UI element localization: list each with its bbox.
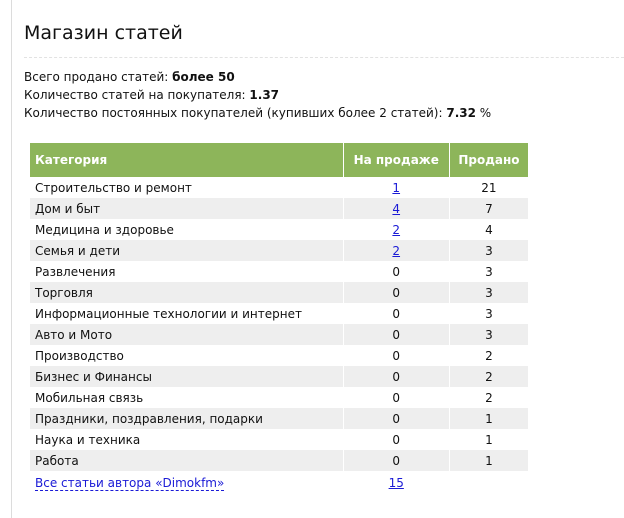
table-row bbox=[30, 324, 528, 345]
stat-regular-buyers: Количество постоянных покупателей (купивших более 2 статей): 7.32 % bbox=[24, 106, 492, 120]
on-sale-cell: 0 bbox=[343, 387, 449, 408]
sold-count: 3 bbox=[449, 303, 528, 324]
table-row bbox=[30, 198, 528, 219]
page-title: Магазин статей bbox=[24, 22, 183, 44]
on-sale-cell: 0 bbox=[343, 345, 449, 366]
table-row bbox=[30, 408, 528, 429]
stat-value: 7.32 bbox=[446, 106, 476, 120]
sold-count: 2 bbox=[449, 387, 528, 408]
header-on-sale: На продаже bbox=[343, 143, 449, 177]
sold-count: 3 bbox=[449, 240, 528, 261]
on-sale-link[interactable]: 4 bbox=[392, 201, 401, 216]
sold-count: 4 bbox=[449, 219, 528, 240]
sold-count: 2 bbox=[449, 366, 528, 387]
header-sold: Продано bbox=[449, 143, 528, 177]
title-divider bbox=[24, 57, 624, 58]
category-name: Бизнес и Финансы bbox=[30, 366, 343, 387]
table-row bbox=[30, 240, 528, 261]
sold-count: 2 bbox=[449, 345, 528, 366]
table-row bbox=[30, 345, 528, 366]
category-name: Торговля bbox=[30, 282, 343, 303]
category-table bbox=[30, 143, 528, 495]
category-name: Семья и дети bbox=[30, 240, 343, 261]
table-header-row bbox=[30, 143, 528, 177]
table-row bbox=[30, 387, 528, 408]
table-row bbox=[30, 429, 528, 450]
on-sale-cell: 0 bbox=[343, 429, 449, 450]
category-name: Авто и Мото bbox=[30, 324, 343, 345]
stats-block bbox=[24, 68, 491, 122]
on-sale-cell bbox=[343, 219, 449, 240]
table-footer-row bbox=[30, 471, 528, 495]
total-on-sale-link[interactable]: 15 bbox=[388, 476, 404, 490]
table-row bbox=[30, 177, 528, 198]
empty-cell bbox=[449, 471, 528, 495]
sold-count: 1 bbox=[449, 408, 528, 429]
category-name: Медицина и здоровье bbox=[35, 222, 174, 237]
table-row bbox=[30, 303, 528, 324]
header-category: Категория bbox=[30, 143, 343, 177]
category-name: Информационные технологии и интернет bbox=[35, 306, 302, 321]
stat-value: более 50 bbox=[172, 70, 235, 84]
stat-total-sold: Всего продано статей: более 50 bbox=[24, 70, 235, 84]
table-row bbox=[30, 450, 528, 471]
on-sale-cell: 0 bbox=[343, 303, 449, 324]
sold-count: 7 bbox=[449, 198, 528, 219]
category-name: Мобильная связь bbox=[35, 390, 144, 405]
on-sale-cell bbox=[343, 177, 449, 198]
on-sale-cell: 0 bbox=[343, 261, 449, 282]
sold-count: 3 bbox=[449, 261, 528, 282]
on-sale-cell: 0 bbox=[343, 324, 449, 345]
table-row bbox=[30, 366, 528, 387]
category-name: Развлечения bbox=[35, 264, 116, 279]
author-cell bbox=[30, 471, 343, 495]
category-name: Работа bbox=[30, 450, 343, 471]
on-sale-cell bbox=[343, 198, 449, 219]
table-row bbox=[30, 282, 528, 303]
stat-value: 1.37 bbox=[249, 88, 280, 102]
total-cell bbox=[343, 471, 449, 495]
on-sale-link[interactable]: 1 bbox=[392, 180, 401, 195]
sold-count: 1 bbox=[449, 429, 528, 450]
sold-count: 3 bbox=[449, 324, 528, 345]
on-sale-cell bbox=[343, 240, 449, 261]
left-border bbox=[11, 0, 12, 518]
category-name: Праздники, поздравления, подарки bbox=[30, 408, 343, 429]
on-sale-cell: 0 bbox=[343, 282, 449, 303]
table-row bbox=[30, 261, 528, 282]
sold-count: 21 bbox=[449, 177, 528, 198]
on-sale-cell: 0 bbox=[343, 450, 449, 471]
on-sale-link[interactable]: 2 bbox=[392, 222, 401, 237]
all-author-articles-link[interactable]: Все статьи автора «Dimokfm» bbox=[35, 476, 225, 490]
on-sale-link[interactable]: 2 bbox=[392, 243, 401, 258]
on-sale-cell: 0 bbox=[343, 408, 449, 429]
category-name: Дом и быт bbox=[30, 198, 343, 219]
table-row bbox=[30, 219, 528, 240]
stat-per-buyer: Количество статей на покупателя: 1.37 bbox=[24, 88, 280, 102]
category-name: Производство bbox=[35, 348, 124, 363]
category-name: Строительство и ремонт bbox=[35, 180, 192, 195]
category-name: Наука и техника bbox=[35, 432, 141, 447]
sold-count: 1 bbox=[449, 450, 528, 471]
on-sale-cell: 0 bbox=[343, 366, 449, 387]
sold-count: 3 bbox=[449, 282, 528, 303]
